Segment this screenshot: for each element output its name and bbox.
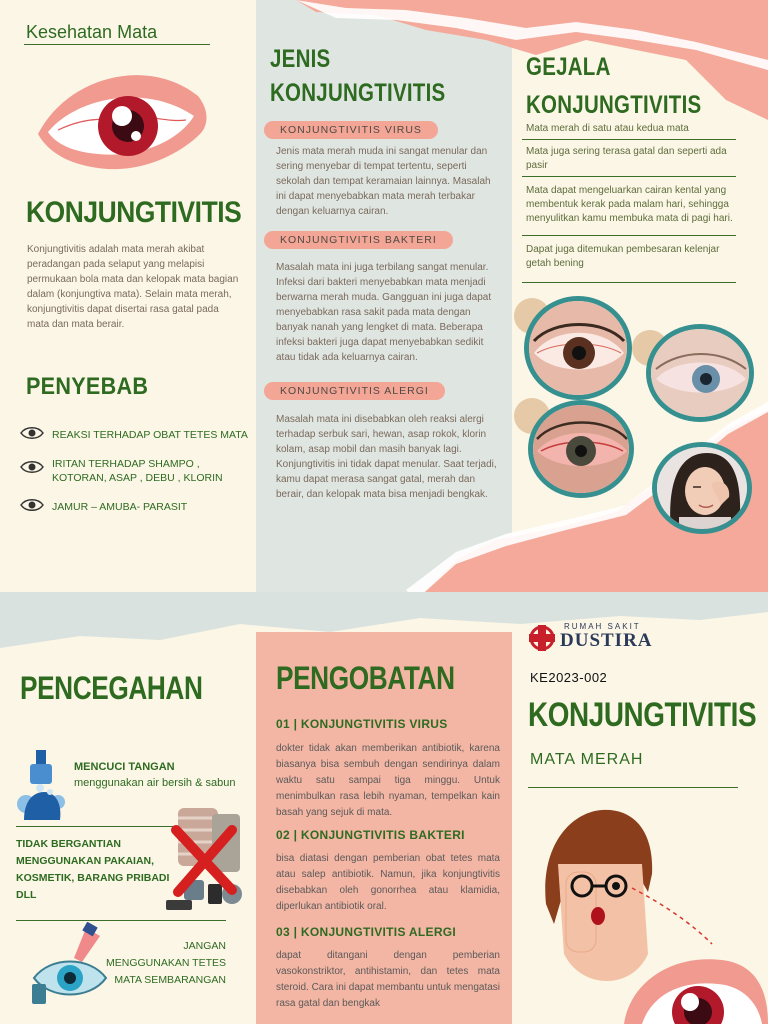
logo-big-text: DUSTIRA bbox=[560, 630, 653, 651]
red-eye-illustration bbox=[28, 56, 212, 176]
type-text-bakteri: Masalah mata ini juga terbilang sangat menular. Infeksi dari bakteri menyebabkan mata menjadi berwarna merah muda. Gangguan ini juga dapat menyebabkan rasa sakit pada mata dengan banyak nanah yang lengket di mata. Beberapa infeksi bakteri juga dapat menyebabkan sedikit atau tidak ada keluarnya cairan. bbox=[276, 262, 492, 363]
symptom-divider bbox=[522, 176, 736, 177]
eye-bullet-icon bbox=[20, 426, 44, 440]
logo-small-text: RUMAH SAKIT bbox=[564, 622, 641, 631]
type-text-alergi: Masalah mata ini disebabkan oleh reaksi alergi terhadap serbuk sari, hewan, asap rokok, klorin kolam, asap mobil dan masih banyak lagi. Konjungtivitis ini tidak dapat menular. Saat terjadi, kamu dapat merasa sangat gatal, merah dan berair, dan kelopak mata bisa menjadi bengkak. bbox=[276, 414, 497, 500]
causes-title: PENYEBAB bbox=[26, 373, 149, 400]
cause-text-2: IRITAN TERHADAP SHAMPO , KOTORAN, ASAP , DEBU , KLORIN bbox=[52, 458, 223, 484]
prevention-item-3: JANGAN MENGGUNAKAN TETES MATA SEMBARANGAN bbox=[106, 940, 226, 986]
red-eye-photo-1 bbox=[524, 296, 632, 400]
treatment-head-1: 01 | KONJUNGTIVITIS VIRUS bbox=[276, 717, 448, 731]
treatment-text-3: dapat ditangani dengan pemberian vasokonstriktor, antihistamin, dan tetes mata steroid. Cara ini dapat membantu untuk mengatasi rasa gatal dan bengkak bbox=[276, 950, 501, 1009]
eye-drops-icon bbox=[30, 922, 108, 1006]
prevention-item-1 bbox=[74, 759, 244, 791]
cause-text-1: REAKSI TERHADAP OBAT TETES MATA bbox=[52, 429, 248, 441]
cover-title: KONJUNGTIVITIS bbox=[528, 696, 757, 734]
category-underline bbox=[24, 44, 210, 45]
prevention-divider bbox=[16, 920, 226, 921]
cause-item-2 bbox=[20, 460, 44, 479]
treatment-text-1: dokter tidak akan memberikan antibiotik, karena biasanya bisa sembuh dengan sendirinya dalam waktu satu sampai tiga minggu. Untuk menimbulkan rasa lebih nyaman, tempelkan kain basah yang sejuk di mata. bbox=[276, 743, 500, 818]
person-with-red-eye-illustration bbox=[532, 804, 768, 1024]
type-label-alergi: KONJUNGTIVITIS ALERGI bbox=[264, 382, 445, 400]
cause-item-3 bbox=[20, 498, 44, 517]
hospital-cross-icon bbox=[528, 622, 558, 652]
type-label-virus: KONJUNGTIVITIS VIRUS bbox=[264, 121, 438, 139]
blue-eye-photo bbox=[646, 324, 754, 422]
types-title-line2: KONJUNGTIVITIS bbox=[270, 79, 446, 107]
woman-rubbing-eye-photo bbox=[652, 442, 752, 534]
prevention-item-1-bold: MENCUCI TANGAN bbox=[74, 761, 175, 773]
red-eye-photo-2 bbox=[528, 400, 634, 498]
eye-bullet-icon bbox=[20, 460, 44, 474]
symptom-4: Dapat juga ditemukan pembesaran kelenjar getah bening bbox=[526, 244, 720, 269]
symptoms-title-line2: KONJUNGTIVITIS bbox=[526, 91, 702, 119]
handwash-icon bbox=[14, 748, 70, 824]
document-code: KE2023-002 bbox=[530, 670, 608, 685]
symptom-divider bbox=[522, 235, 736, 236]
cover-divider bbox=[528, 787, 738, 788]
symptom-1: Mata merah di satu atau kedua mata bbox=[526, 123, 689, 134]
treatment-text-2: bisa diatasi dengan pemberian obat tetes mata atau salep antibiotik. Namun, jika konjungtivitis disebabkan oleh gonorrhea atau klamidia, diperlukan antibiotik oral. bbox=[276, 853, 500, 912]
type-label-bakteri: KONJUNGTIVITIS BAKTERI bbox=[264, 231, 453, 249]
symptom-3: Mata dapat mengeluarkan cairan kental yang membentuk kerak pada malam hari, sehingga menyulitkan kamu membuka mata di pagi hari. bbox=[526, 185, 733, 224]
type-text-virus: Jenis mata merah muda ini sangat menular dan sering menyebar di tempat tertentu, seperti sekolah dan tempat keramaian lainnya. Masalah ini dapat menyebabkan mata merah terbakar dengan keluarnya cairan. bbox=[276, 146, 491, 217]
symptoms-title bbox=[526, 48, 701, 124]
prevention-divider bbox=[16, 826, 176, 827]
treatment-title: PENGOBATAN bbox=[276, 660, 455, 696]
cover-subtitle: MATA MERAH bbox=[530, 751, 644, 768]
prevention-item-2: TIDAK BERGANTIAN MENGGUNAKAN PAKAIAN, KOSMETIK, BARANG PRIBADI DLL bbox=[16, 838, 170, 901]
symptom-divider bbox=[522, 139, 736, 140]
types-title-line1: JENIS bbox=[270, 45, 331, 73]
definition-text: Konjungtivitis adalah mata merah akibat peradangan pada selaput yang melapisi permukaan bola mata dan kelopak mata bagian dalam (konjungtiva mata). Selain mata merah, konjungtivitis dapat disertai rasa gatal pada mata dan mata berair. bbox=[27, 244, 239, 330]
types-title bbox=[270, 42, 445, 110]
prevention-title: PENCEGAHAN bbox=[20, 670, 203, 706]
symptom-divider bbox=[522, 282, 736, 283]
no-sharing-items-icon bbox=[164, 790, 248, 918]
cause-text-3: JAMUR – AMUBA- PARASIT bbox=[52, 501, 188, 513]
treatment-head-3: 03 | KONJUNGTIVITIS ALERGI bbox=[276, 925, 457, 939]
symptom-2: Mata juga sering terasa gatal dan seperti ada pasir bbox=[526, 146, 727, 171]
cause-item-1 bbox=[20, 426, 44, 445]
eye-bullet-icon bbox=[20, 498, 44, 512]
symptoms-title-line1: GEJALA bbox=[526, 53, 611, 81]
main-title-left: KONJUNGTIVITIS bbox=[26, 196, 242, 229]
prevention-item-1-rest: menggunakan air bersih & sabun bbox=[74, 777, 236, 789]
category-label: Kesehatan Mata bbox=[26, 22, 158, 42]
treatment-head-2: 02 | KONJUNGTIVITIS BAKTERI bbox=[276, 828, 465, 842]
